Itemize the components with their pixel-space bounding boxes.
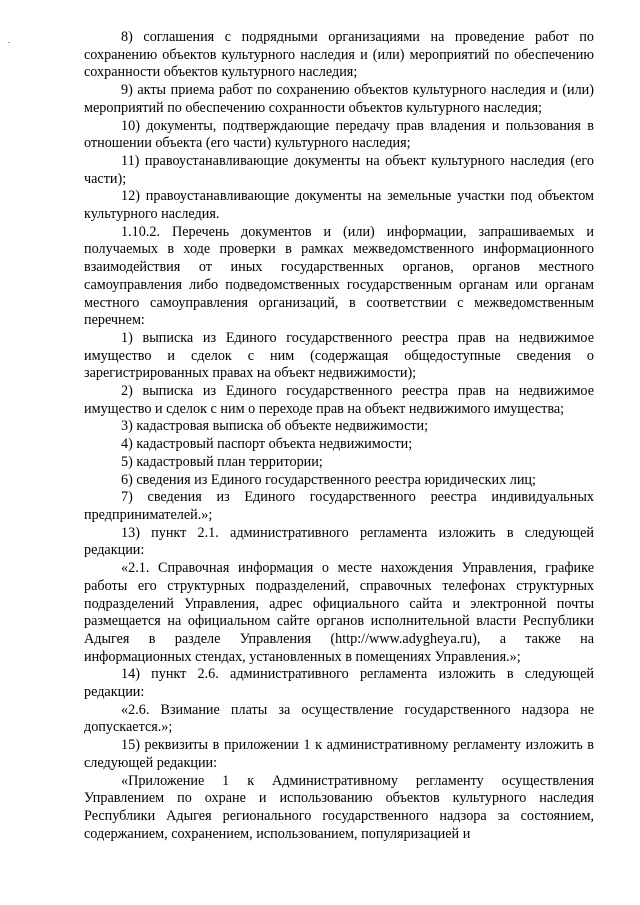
paragraph-list-1: 1) выписка из Единого государственного реестра прав на недвижимое имущество и сделок с ним (содержащая общедоступные сведения о зарегистрированных правах на объект недвижимости); (84, 329, 594, 382)
paragraph-section-1-10-2: 1.10.2. Перечень документов и (или) информации, запрашиваемых и получаемых в ходе проверки в рамках межведомственного информационного взаимодействия от иных государственных органов, органов местного самоуправления либо подведомственных государственным органам или органам местного самоуправления организаций, в соответствии с межведомственным перечнем: (84, 223, 594, 329)
paragraph-item-10: 10) документы, подтверждающие передачу прав владения и пользования в отношении объекта (его части) культурного наследия; (84, 117, 594, 152)
paragraph-item-15: 15) реквизиты в приложении 1 к административному регламенту изложить в следующей редакции: (84, 737, 594, 771)
paragraph-item-14: 14) пункт 2.6. административного регламента изложить в следующей редакции: (84, 666, 594, 701)
paragraph-quote-2-6: «2.6. Взимание платы за осуществление государственного надзора не допускается.»; (84, 701, 594, 736)
paragraph-appendix-quote: «Приложение 1 к Административному регламенту осуществления Управлением по охране и использованию объектов культурного наследия Республики Адыгея регионального государственного надзора за состоянием, содержанием, сохранением, использованием, популяризацией и (84, 772, 594, 842)
paragraph-list-2: 2) выписка из Единого государственного реестра прав на недвижимое имущество и сделок с ним о переходе прав на объект недвижимого имущества; (84, 383, 594, 417)
paragraph-list-7: 7) сведения из Единого государственного реестра индивидуальных предпринимателей.»; (84, 489, 594, 523)
paragraph-item-8: 8) соглашения с подрядными организациями на проведение работ по сохранению объектов культурного наследия и (или) мероприятий по обеспечению сохранности объектов культурного наследия; (84, 29, 594, 81)
paragraph-item-9: 9) акты приема работ по сохранению объектов культурного наследия и (или) мероприятий по обеспечению сохранности объектов культурного наследия; (84, 82, 594, 116)
paragraph-list-6: 6) сведения из Единого государственного реестра юридических лиц; (121, 471, 536, 488)
paragraph-item-11: 11) правоустанавливающие документы на объект культурного наследия (его части); (84, 152, 594, 187)
paragraph-list-4: 4) кадастровый паспорт объекта недвижимости; (121, 436, 413, 453)
paragraph-list-3: 3) кадастровая выписка об объекте недвижимости; (121, 418, 429, 435)
paragraph-list-5: 5) кадастровый план территории; (121, 453, 323, 470)
paragraph-quote-2-1: «2.1. Справочная информация о месте нахождения Управления, графике работы его структурных подразделений, справочных телефонах структурных подразделений Управления, адрес официального сайта и электронной почты размещается на официальном сайте органов исполнительной власти Республики Адыгея в разделе Управления (http://www.adygheya.ru), а также на информационных стендах, установленных в помещениях Управления.»; (84, 560, 594, 665)
paragraph-item-13: 13) пункт 2.1. административного регламента изложить в следующей редакции: (84, 524, 594, 559)
margin-mark (8, 42, 10, 43)
document-body (84, 29, 594, 843)
paragraph-item-12: 12) правоустанавливающие документы на земельные участки под объектом культурного наследия. (84, 188, 594, 223)
